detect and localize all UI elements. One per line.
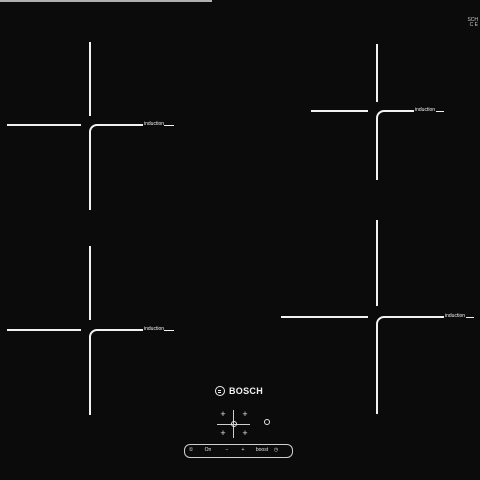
zone-back-right-horizontal-left xyxy=(311,110,368,112)
zone-back-right-corner xyxy=(376,110,414,180)
zone-select-front-left-button[interactable]: + xyxy=(220,428,226,438)
corner-mark-right-line1: SCH xyxy=(467,17,478,23)
zone-select-front-right-button[interactable]: + xyxy=(242,428,248,438)
zone-back-left-label: induction xyxy=(144,121,165,127)
brand-logo xyxy=(215,386,263,396)
brand-name: BOSCH xyxy=(229,386,264,396)
boost-button[interactable]: boost xyxy=(255,447,269,453)
zone-indicator-icon xyxy=(264,419,270,425)
lock-button[interactable]: On xyxy=(204,447,212,453)
zone-front-left-dash xyxy=(164,330,174,331)
zone-front-right-label: induction xyxy=(445,313,466,319)
zone-front-right-dash xyxy=(466,317,474,318)
zone-select-back-right-button[interactable]: + xyxy=(242,409,248,419)
zone-select-back-left-button[interactable]: + xyxy=(220,409,226,419)
corner-mark-right-line2: C E xyxy=(469,22,478,28)
power-button[interactable]: ① xyxy=(188,447,194,453)
zone-back-left-corner xyxy=(89,124,143,210)
bosch-armature-icon xyxy=(215,386,225,396)
zone-back-right-vertical-upper xyxy=(376,44,378,102)
zone-front-left-corner xyxy=(89,329,143,415)
timer-button[interactable]: ◷ xyxy=(273,447,279,453)
zone-back-right-dash xyxy=(436,111,444,112)
zone-back-left-dash xyxy=(164,125,174,126)
top-edge-trim xyxy=(0,0,212,2)
corner-mark-right xyxy=(467,18,478,28)
zone-front-right-vertical-upper xyxy=(376,220,378,306)
zone-back-right-label: induction xyxy=(415,107,436,113)
zone-front-right-horizontal-left xyxy=(281,316,368,318)
zone-front-left-label: induction xyxy=(144,326,165,332)
zone-front-left-horizontal-left xyxy=(7,329,81,331)
zone-back-left-vertical-upper xyxy=(89,42,91,116)
zone-front-left-vertical-upper xyxy=(89,246,91,320)
zone-front-right-corner xyxy=(376,316,444,414)
plus-button[interactable]: + xyxy=(241,447,245,453)
zone-back-left-horizontal-left xyxy=(7,124,81,126)
minus-button[interactable]: − xyxy=(225,447,229,453)
cross-center-ring xyxy=(231,421,237,427)
